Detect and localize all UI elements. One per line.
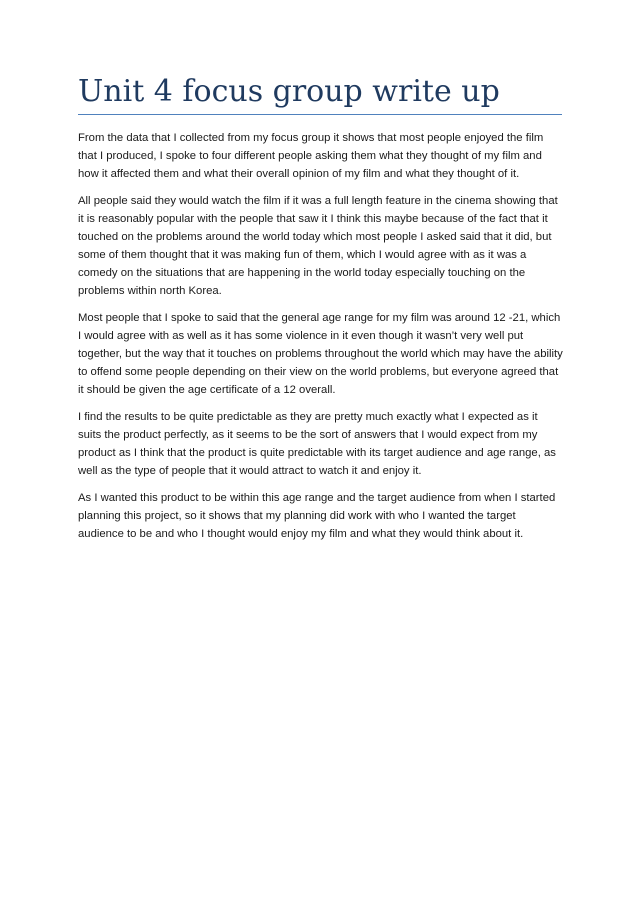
document-body: [78, 129, 564, 552]
page-title: Unit 4 focus group write up: [78, 74, 500, 109]
paragraph-2: All people said they would watch the film if it was a full length feature in the cinema showing that it is reasonably popular with the people that saw it I think this maybe because of the fact that it touched on the problems around the world today which most people I asked said that it did, but some of them thought that it was making fun of them, which I would agree with as it was a comedy on the situations that are happening in the world today especially touching on the problems within north Korea.: [78, 195, 558, 297]
paragraph-3: Most people that I spoke to said that the general age range for my film was around 12 -21, which I would agree with as well as it has some violence in it even though it wasn’t very well put together, but the way that it touches on problems throughout the world which may have the ability to offend some people depending on their view on the world problems, but everyone agreed that it should be given the age certificate of a 12 overall.: [78, 312, 563, 396]
paragraph-5: As I wanted this product to be within this age range and the target audience from when I started planning this project, so it shows that my planning did work with who I wanted the target audience to be and who I thought would enjoy my film and what they would think about it.: [78, 492, 556, 540]
title-underline-rule: [78, 114, 562, 115]
paragraph-4: I find the results to be quite predictable as they are pretty much exactly what I expected as it suits the product perfectly, as it seems to be the sort of answers that I would expect from my product as I think that the product is quite predictable with its target audience and age range, as well as the type of people that it would attract to watch it and enjoy it.: [78, 411, 556, 477]
paragraph-1: From the data that I collected from my focus group it shows that most people enjoyed the film that I produced, I spoke to four different people asking them what they thought of my film and how it affected them and what their overall opinion of my film and what they thought of it.: [78, 132, 544, 180]
